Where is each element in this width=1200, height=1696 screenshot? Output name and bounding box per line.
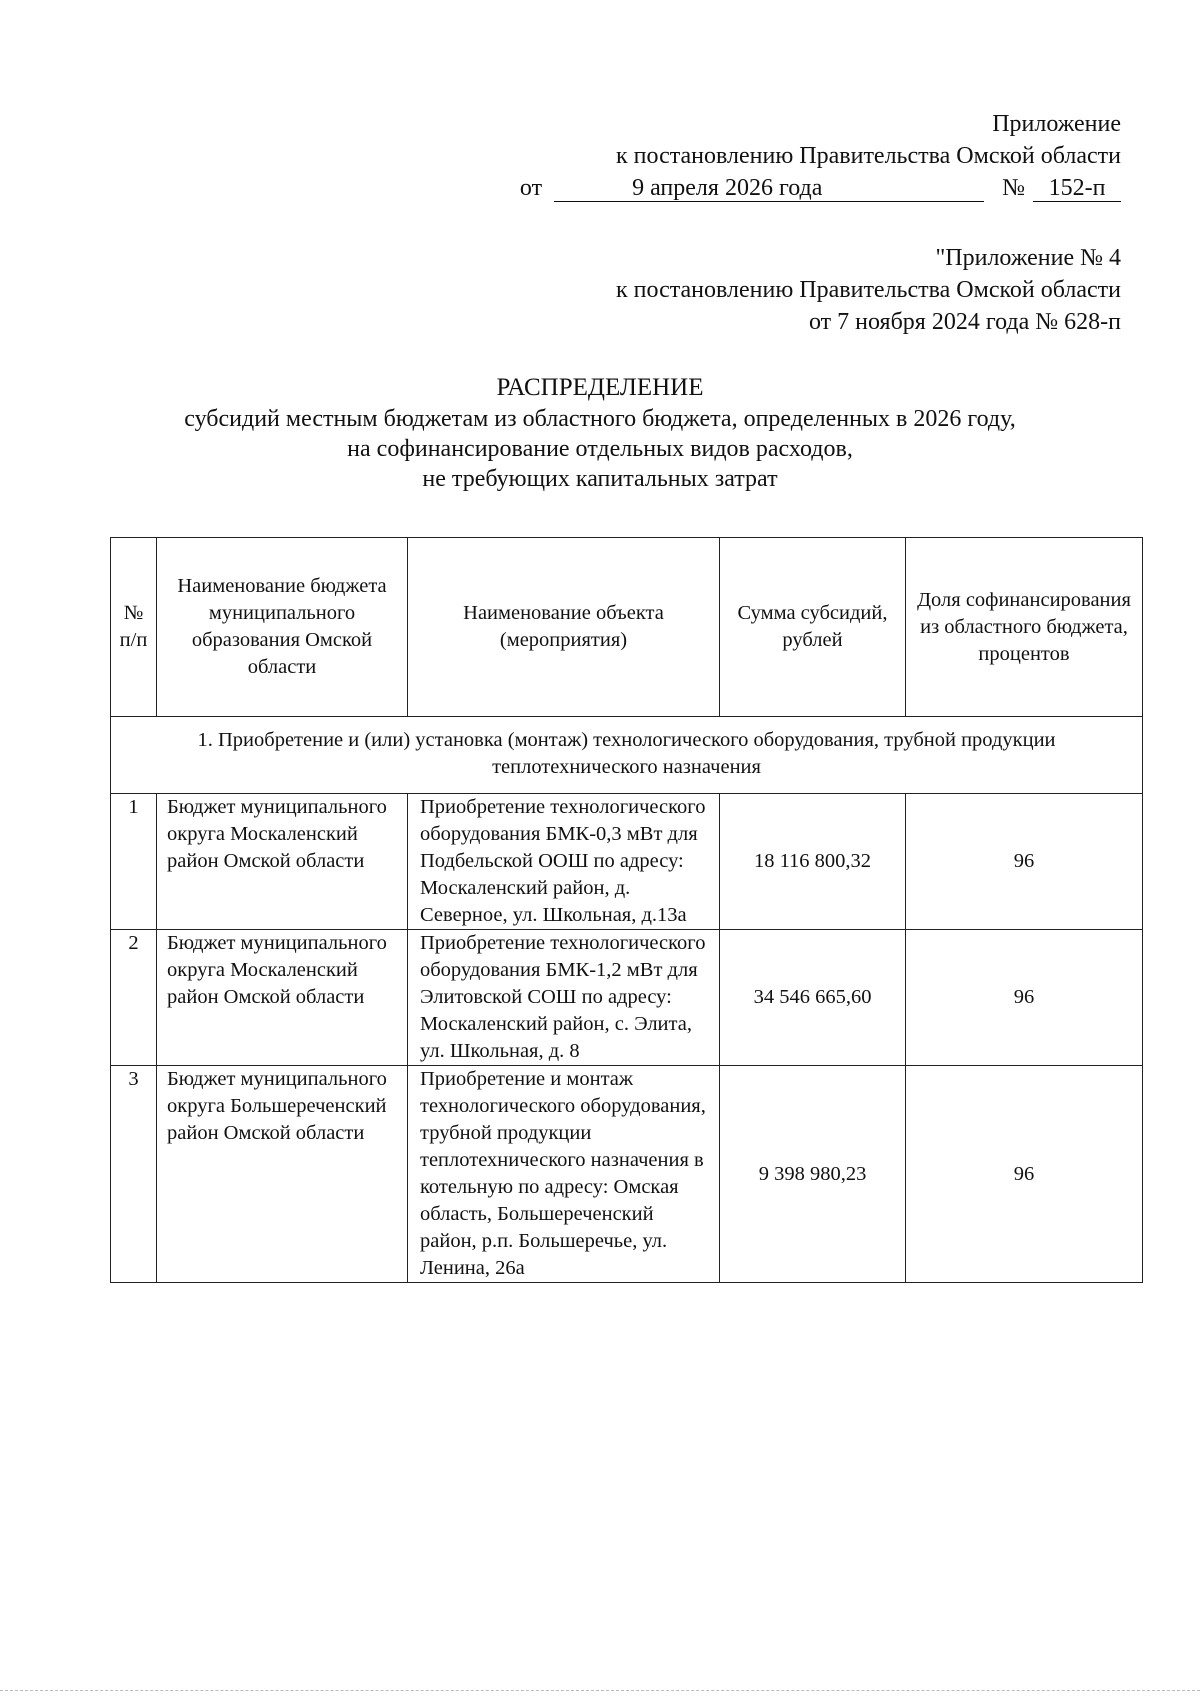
appendix-title: Приложение [992,111,1121,137]
row-object: Приобретение и монтаж технологического оборудования, трубной продукции теплотехнического назначения в котельную по адресу: Омская область, Большереченский район, р.п. Большеречье, ул. Ленина, 26а [408,1066,720,1283]
heading-line-2: на софинансирование отдельных видов расходов, [347,436,853,462]
header-amount: Сумма субсидий, рублей [720,538,906,717]
number-prefix: № [1002,175,1025,201]
table-header-row [111,538,1143,717]
row-share: 96 [906,930,1143,1066]
date-prefix: от [519,175,543,201]
heading-line-1: субсидий местным бюджетам из областного бюджета, определенных в 2026 году, [184,406,1016,432]
heading-title: РАСПРЕДЕЛЕНИЕ [496,374,704,401]
appendix-date-line [520,172,1121,204]
subsidy-table [110,537,1143,1283]
resolution-number: 152-п [1033,175,1121,202]
previous-appendix-header [616,242,1121,338]
row-budget: Бюджет муниципального округа Москаленский район Омской области [157,930,408,1066]
previous-appendix-resolution: к постановлению Правительства Омской области [615,277,1121,303]
previous-appendix-date: от 7 ноября 2024 года № 628-п [809,309,1121,335]
row-budget: Бюджет муниципального округа Большереченский район Омской области [157,1066,408,1283]
table-row [111,1066,1143,1283]
header-object: Наименование объекта (мероприятия) [408,538,720,717]
resolution-date: 9 апреля 2026 года [554,175,984,202]
row-share: 96 [906,1066,1143,1283]
table-row [111,794,1143,930]
row-amount: 18 116 800,32 [720,794,906,930]
section-row [111,717,1143,794]
heading-line-3: не требующих капитальных затрат [422,466,778,492]
section-title: 1. Приобретение и (или) установка (монтаж) технологического оборудования, трубной продукции теплотехнического назначения [111,717,1143,794]
header-num: № п/п [111,538,157,717]
row-amount: 34 546 665,60 [720,930,906,1066]
row-object: Приобретение технологического оборудования БМК-0,3 мВт для Подбельской ООШ по адресу: Москаленский район, д. Северное, ул. Школьная, д.13а [408,794,720,930]
row-amount: 9 398 980,23 [720,1066,906,1283]
row-num: 1 [111,794,157,930]
row-num: 3 [111,1066,157,1283]
header-budget: Наименование бюджета муниципального образования Омской области [157,538,408,717]
row-budget: Бюджет муниципального округа Москаленский район Омской области [157,794,408,930]
scan-edge-line [0,1690,1200,1691]
row-object: Приобретение технологического оборудования БМК-1,2 мВт для Элитовской СОШ по адресу: Москаленский район, с. Элита, ул. Школьная, д. 8 [408,930,720,1066]
table-row [111,930,1143,1066]
appendix-resolution: к постановлению Правительства Омской области [615,143,1121,169]
row-share: 96 [906,794,1143,930]
row-num: 2 [111,930,157,1066]
header-share: Доля софинансирования из областного бюджета, процентов [906,538,1143,717]
appendix-header [520,108,1121,204]
document-heading [0,372,1200,494]
previous-appendix-title: "Приложение № 4 [935,245,1121,271]
